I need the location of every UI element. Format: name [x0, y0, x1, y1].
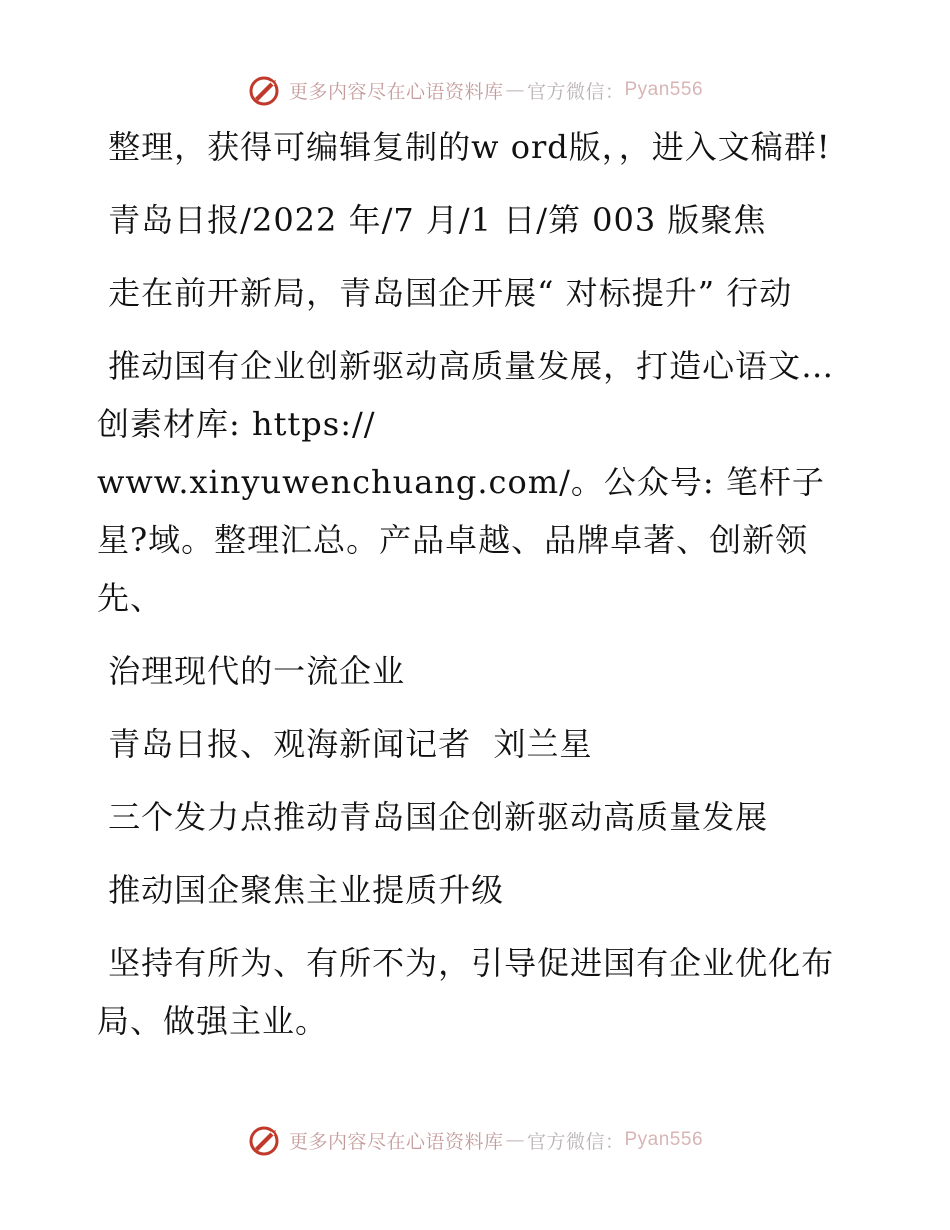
paragraph-subheadline: 推动国有企业创新驱动高质量发展，打造心语文…创素材库: https:// www.xinyuwenchuang.com/。公众号: 笔杆子星?域。整理汇总。产品卓越、品牌卓著、创新领先、 [97, 347, 835, 617]
watermark-wechat-id: Pyan556 [624, 79, 704, 100]
paragraph-subheadline-cont: 治理现代的一流企业 [97, 652, 406, 690]
header-watermark [0, 70, 950, 110]
watermark-wechat-label: 官方微信： [526, 1130, 625, 1153]
watermark-wechat-id: Pyan556 [624, 1129, 704, 1150]
pen-logo-icon [247, 1124, 283, 1156]
watermark-wechat-label: 官方微信： [526, 80, 625, 103]
watermark-separator: — [505, 1129, 525, 1151]
paragraph-source: 青岛日报/2022 年/7 月/1 日/第 003 版聚焦 [97, 201, 767, 239]
document-body [97, 118, 837, 1065]
paragraph-body: 坚持有所为、有所不为，引导促进国有企业优化布局、做强主业。 [97, 944, 835, 1040]
paragraph-intro: 整理，获得可编辑复制的w ord版，，进入文稿群! [97, 128, 831, 166]
paragraph-point-title: 推动国企聚焦主业提质升级 [97, 871, 505, 909]
paragraph-byline: 青岛日报、观海新闻记者 刘兰星 [97, 725, 593, 763]
paragraph-headline: 走在前开新局，青岛国企开展“ 对标提升” 行动 [97, 274, 793, 312]
watermark-brand: 更多内容尽在心语资料库 [288, 1130, 504, 1153]
pen-logo-icon [247, 74, 283, 106]
watermark-separator: — [505, 79, 525, 101]
paragraph-section-title: 三个发力点推动青岛国企创新驱动高质量发展 [97, 798, 769, 836]
watermark-brand: 更多内容尽在心语资料库 [288, 80, 504, 103]
footer-watermark [0, 1120, 950, 1160]
